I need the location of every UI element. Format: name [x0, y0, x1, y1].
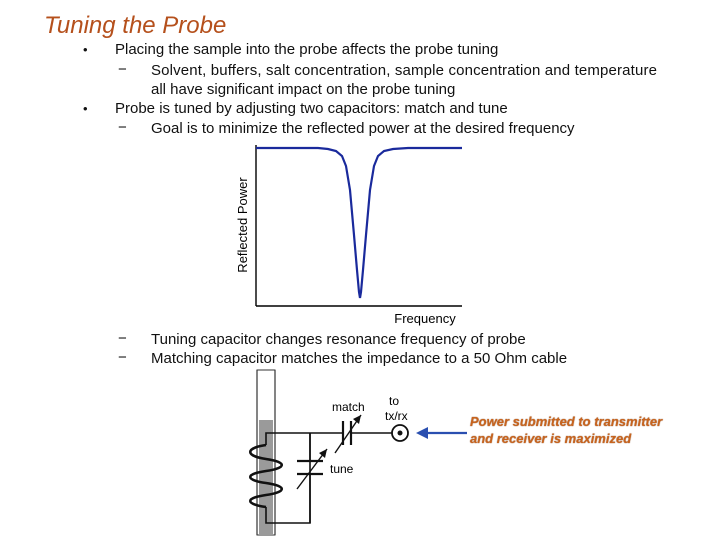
match-capacitor: [343, 421, 351, 445]
bullet-marker: •: [83, 42, 88, 57]
power-callout: [470, 413, 690, 447]
match-label: match: [332, 400, 365, 414]
callout-line-2: and receiver is maximized: [470, 431, 632, 446]
reflected-power-chart: [228, 140, 468, 326]
probe-circuit-diagram: [235, 365, 470, 540]
dash-marker: −: [118, 349, 127, 366]
slide-title: Tuning the Probe: [44, 12, 227, 39]
bullet-marker: •: [83, 101, 88, 116]
matching-capacitor-point: Matching capacitor matches the impedance to a 50 Ohm cable: [151, 350, 568, 367]
x-axis-label: Frequency: [394, 311, 456, 326]
port-label-to: to: [389, 394, 400, 408]
dash-marker: −: [118, 61, 127, 78]
callout-line-1: Power submitted to transmitter: [470, 414, 663, 429]
bullet-1-text: Placing the sample into the probe affects the probe tuning: [115, 41, 499, 58]
tune-arrowhead: [319, 449, 327, 458]
circuit-wires: [266, 433, 395, 523]
tuning-capacitor-point: Tuning capacitor changes resonance frequency of probe: [151, 331, 526, 348]
tune-label: tune: [330, 462, 354, 476]
port-label-txrx: tx/rx: [385, 409, 408, 423]
bullet-1-sub-line-2: all have significant impact on the probe tuning: [151, 81, 456, 98]
y-axis-label: Reflected Power: [235, 177, 250, 273]
reflected-power-curve: [256, 148, 462, 298]
bullet-2-text: Probe is tuned by adjusting two capacitors: match and tune: [115, 100, 508, 117]
dash-marker: −: [118, 330, 127, 347]
bullet-1-sub-line-1: Solvent, buffers, salt concentration, sample concentration and temperature: [151, 62, 658, 79]
dash-marker: −: [118, 119, 127, 136]
txrx-port-center: [398, 431, 403, 436]
callout-arrowhead: [416, 427, 428, 439]
match-arrowhead: [353, 415, 361, 424]
bullet-2-sub-line-1: Goal is to minimize the reflected power at the desired frequency: [151, 120, 575, 137]
